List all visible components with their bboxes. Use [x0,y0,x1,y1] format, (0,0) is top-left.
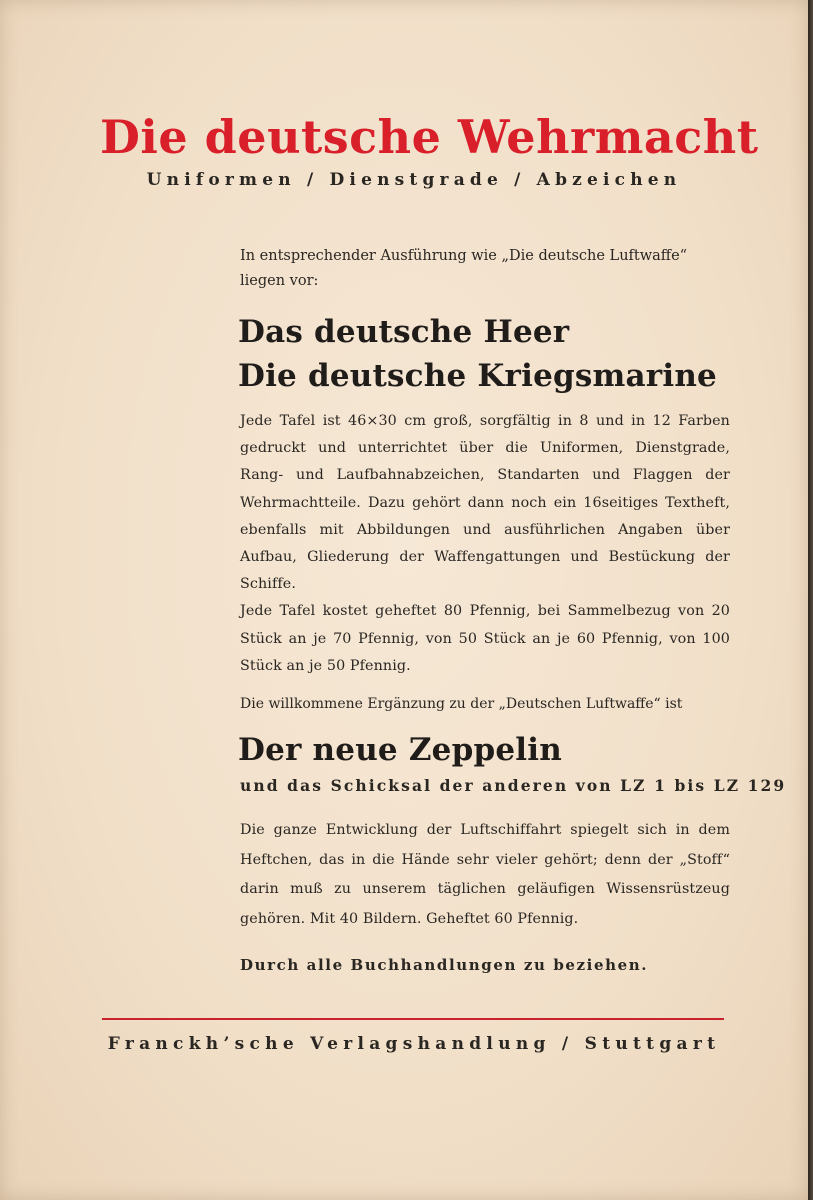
supplement-intro: Die willkommene Ergänzung zu der „Deutschen Luftwaffe“ ist [240,696,683,712]
page-title: Die deutsche Wehrmacht [100,110,759,164]
supplement-title: Der neue Zeppelin [238,732,562,768]
page-subtitle: Uniformen / Dienstgrade / Abzeichen [146,170,682,190]
publisher-line: Franckh’sche Verlagshandlung / Stuttgart [107,1034,721,1054]
intro-text: In entsprechender Ausführung wie „Die deutsche Luftwaffe“ liegen vor: [240,248,688,289]
featured-title-heer: Das deutsche Heer [238,314,570,350]
supplement-description: Die ganze Entwicklung der Luftschiffahrt spiegelt sich in dem Heftchen, das in die Hände sehr vieler gehört; denn der „Stoff“ darin muß zu unserem täglichen geläufigen Wissensrüstzeug gehören. Mit 40 Bildern. Geheftet 60 Pfennig. [240,822,730,927]
pricing-text: Jede Tafel kostet geheftet 80 Pfennig, bei Sammelbezug von 20 Stück an je 70 Pfennig, von 50 Stück an je 60 Pfennig, von 100 Stück an je 50 Pfennig. [240,603,730,674]
supplement-subtitle: und das Schicksal der anderen von LZ 1 bis LZ 129 [240,776,787,795]
page-edge [808,0,813,1200]
closing-note: Durch alle Buchhandlungen zu beziehen. [240,956,649,974]
description-block [240,408,730,680]
featured-title-kriegsmarine: Die deutsche Kriegsmarine [238,358,717,394]
divider-rule [102,1018,724,1020]
description-text: Jede Tafel ist 46×30 cm groß, sorgfältig in 8 und in 12 Farben gedruckt und unterrichtet über die Uniformen, Dienstgrade, Rang- und Laufbahnabzeichen, Standarten und Flaggen der Wehrmachtteile. Dazu gehört dann noch ein 16seitiges Textheft, ebenfalls mit Abbildungen und ausführlichen Angaben über Aufbau, Gliederung der Waffengattungen und Bestückung der Schiffe. [240,413,730,593]
